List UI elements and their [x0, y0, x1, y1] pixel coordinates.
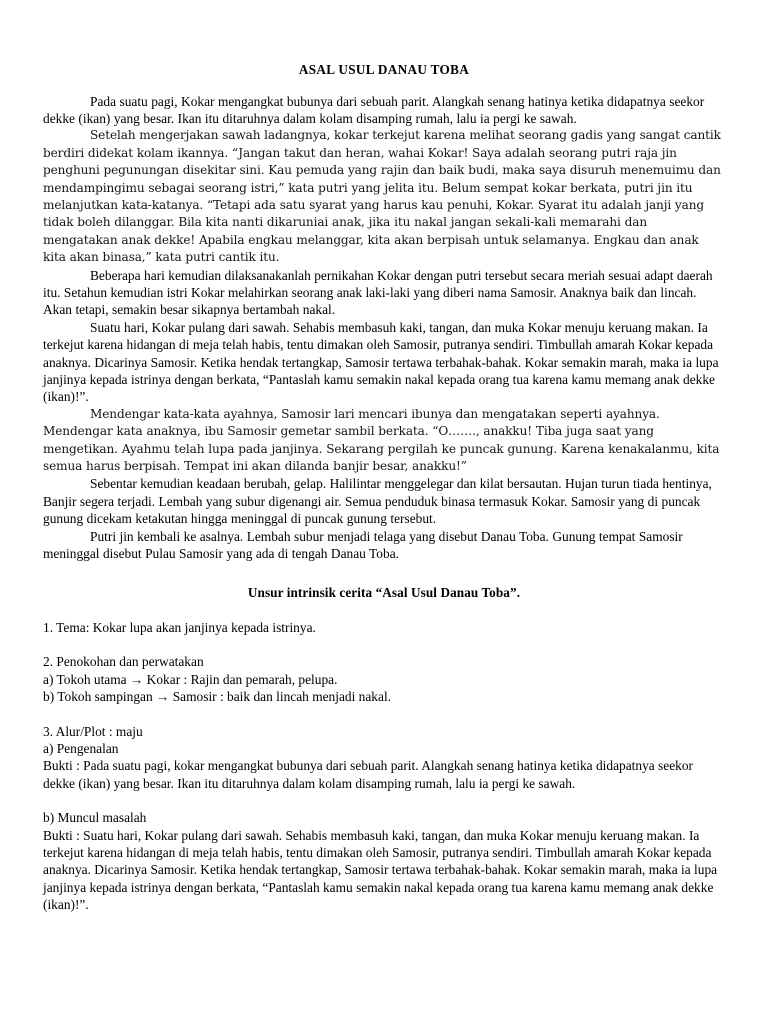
- story-paragraph-2: Setelah mengerjakan sawah ladangnya, kokar terkejut karena melihat seorang gadis yang sangat cantik berdiri didekat kolam ikannya. “Jangan takut dan heran, wahai Kokar! Saya adalah seorang putri raja jin penghuni pegunungan disekitar sini. Kau pemuda yang rajin dan baik budi, maka saya disuruh menemuimu dan mendampingimu sebagai seorang istri,” kata putri yang jelita itu. Belum sempat kokar berkata, putri jin itu melanjutkan kata-katanya. “Tetapi ada satu syarat yang harus kau penuhi, Kokar. Syarat itu adalah janji yang tidak boleh dilanggar. Bila kita nanti dikaruniai anak, jika itu nakal jangan sekali-kali memarahi dan mengatakan anak dekke! Apabila engkau melanggar, kita akan berpisah untuk selamanya. Engkau dan anak kita akan binasa,” kata putri cantik itu.: [43, 128, 721, 265]
- analysis-item-muncul-masalah-label: b) Muncul masalah: [43, 810, 147, 826]
- analysis-item-tema: 1. Tema: Kokar lupa akan janjinya kepada istrinya.: [43, 619, 316, 635]
- story-paragraph-1: Pada suatu pagi, Kokar mengangkat bubunya dari sebuah parit. Alangkah senang hatinya ketika didapatnya seekor dekke (ikan) yang besar. Ikan itu ditaruhnya dalam kolam disamping rumah, lalu ia pergi ke sawah.: [43, 93, 705, 126]
- analysis-item-penokohan-heading: 2. Penokohan dan perwatakan: [43, 654, 204, 670]
- page-title: ASAL USUL DANAU TOBA: [298, 62, 470, 77]
- story-paragraph-3: Beberapa hari kemudian dilaksanakanlah pernikahan Kokar dengan putri tersebut secara meriah sesuai adapt daerah itu. Setahun kemudian istri Kokar melahirkan seorang anak laki-laki yang diberi nama Samosir. Anaknya baik dan lincah. Akan tetapi, semakin besar sikapnya bertambah nakal.: [43, 267, 713, 318]
- analysis-item-tokoh-sampingan: b) Tokoh sampingan → Samosir : baik dan lincah menjadi nakal.: [43, 689, 392, 705]
- intrinsic-elements-subheading: Unsur intrinsik cerita “Asal Usul Danau Toba”.: [247, 585, 521, 601]
- story-paragraph-5: Mendengar kata-kata ayahnya, Samosir lari mencari ibunya dan mengatakan seperti ayahnya. Mendengar kata anaknya, ibu Samosir gemetar sambil berkata. “O……., anakku! Tiba juga saat yang mengetikan. Ayahmu telah lupa pada janjinya. Sekarang pergilah ke puncak gunung. Karena kenakalanmu, kita semua harus berpisah. Tempat ini akan dilanda banjir besar, anakku!”: [43, 406, 720, 474]
- spacer: [43, 706, 725, 723]
- analysis-item-alur-heading: 3. Alur/Plot : maju: [43, 723, 143, 739]
- spacer: [43, 636, 725, 653]
- analysis-item-pengenalan-label: a) Pengenalan: [43, 740, 119, 756]
- story-paragraph-4: Suatu hari, Kokar pulang dari sawah. Sehabis membasuh kaki, tangan, dan muka Kokar menuju keruang makan. Ia terkejut karena hidangan di meja telah habis, tentu dimakan oleh Samosir, putranya sendiri. Timbullah amarah Kokar kepada anaknya. Dicarinya Samosir. Ketika hendak tertangkap, Samosir tertawa terbahak-bahak. Kokar semakin marah, maka ia lupa janjinya kepada istrinya dengan berkata, “Pantaslah kamu semakin nakal kepada orang tua karena kamu memang anak dekke (ikan)!”.: [43, 319, 719, 405]
- analysis-item-muncul-masalah-bukti: Bukti : Suatu hari, Kokar pulang dari sawah. Sehabis membasuh kaki, tangan, dan muka Kokar menuju keruang makan. Ia terkejut karena hidangan di meja telah habis, tentu dimakan oleh Samosir, putranya sendiri. Timbullah amarah Kokar kepada anaknya. Dicarinya Samosir. Ketika hendak tertangkap, Samosir tertawa terbahak-bahak. Kokar semakin marah, maka ia lupa janjinya kepada istrinya dengan berkata, “Pantaslah kamu semakin nakal kepada orang tua karena kamu memang anak dekke (ikan)!”.: [43, 827, 718, 913]
- analysis-item-tokoh-utama: a) Tokoh utama → Kokar : Rajin dan pemarah, pelupa.: [43, 671, 338, 687]
- story-paragraph-7: Putri jin kembali ke asalnya. Lembah subur menjadi telaga yang disebut Danau Toba. Gunung tempat Samosir meninggal disebut Pulau Samosir yang ada di tengah Danau Toba.: [43, 528, 683, 562]
- analysis-item-pengenalan-bukti: Bukti : Pada suatu pagi, kokar mengangkat bubunya dari sebuah parit. Alangkah senang hatinya ketika didapatnya seekor dekke (ikan) yang besar. Ikan itu ditaruhnya dalam kolam disamping rumah, lalu ia pergi ke sawah.: [43, 758, 694, 791]
- spacer: [43, 792, 725, 809]
- spacer: [43, 602, 725, 619]
- story-paragraph-6: Sebentar kemudian keadaan berubah, gelap. Halilintar menggelegar dan kilat bersautan. Hujan turun tiada hentinya, Banjir segera terjadi. Lembah yang subur digenangi air. Semua penduduk binasa termasuk Kokar. Samosir yang di puncak gunung dicekam ketakutan hingga meninggal di puncak gunung tersebut.: [43, 476, 712, 527]
